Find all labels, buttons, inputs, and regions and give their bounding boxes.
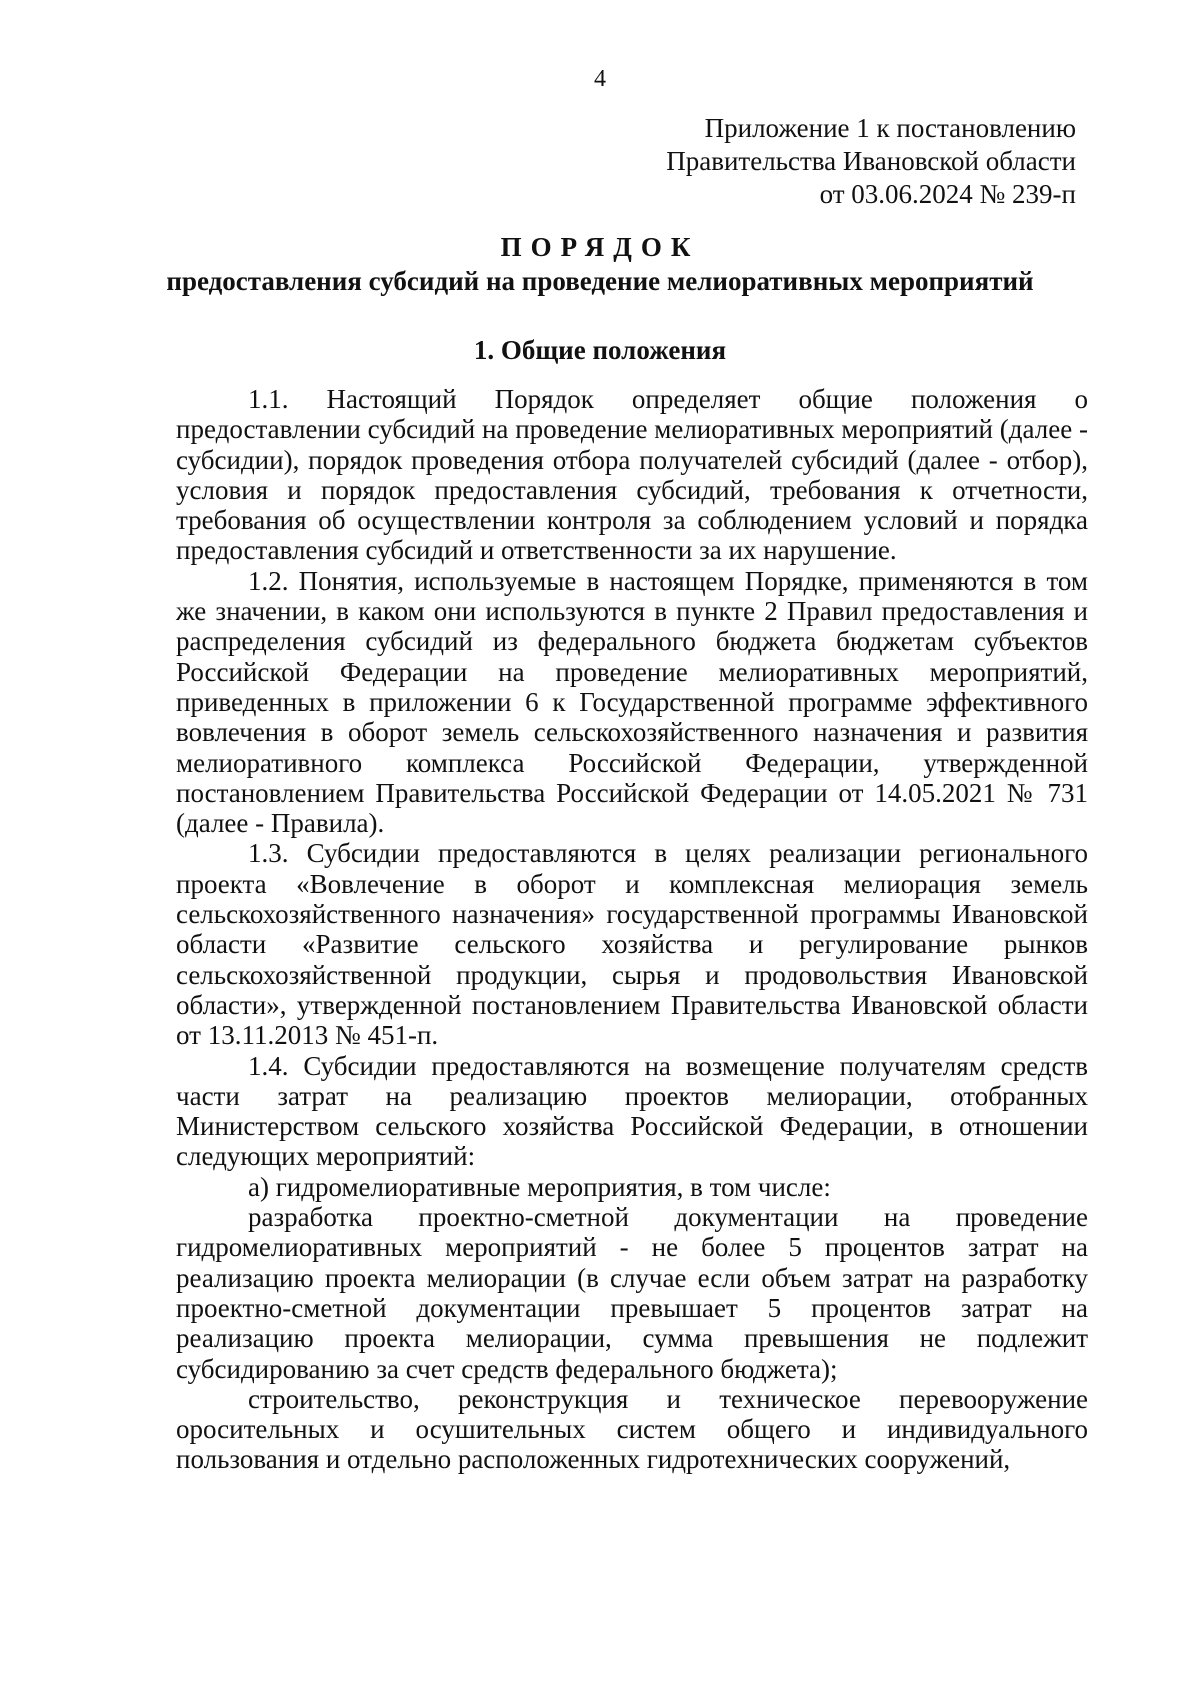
paragraph: 1.2. Понятия, используемые в настоящем Порядке, применяются в том же значении, в каком они используются в пункте 2 Правил предоставления и распределения субсидий из федерального бюджета бюджетам субъектов Российской Федерации на проведение мелиоративных мероприятий, приведенных в приложении 6 к Государственной программе эффективного вовлечения в оборот земель сельскохозяйственного назначения и развития мелиоративного комплекса Российской Федерации, утвержденной постановлением Правительства Российской Федерации от 14.05.2021 № 731 (далее - Правила). [176, 565, 1088, 839]
approval-line: от 03.06.2024 № 239-п [819, 179, 1076, 209]
paragraph: строительство, реконструкция и техническое перевооружение оросительных и осушительных систем общего и индивидуального пользования и отдельно расположенных гидротехнических сооружений, [176, 1383, 1088, 1475]
approval-block [666, 112, 1076, 211]
approval-line: Правительства Ивановской области [666, 146, 1076, 176]
section-heading: 1. Общие положения [473, 335, 727, 365]
paragraph: 1.4. Субсидии предоставляются на возмещение получателям средств части затрат на реализацию проектов мелиорации, отобранных Министерством сельского хозяйства Российской Федерации, в отношении следующих мероприятий: [176, 1050, 1088, 1172]
document-title: ПОРЯДОК [500, 232, 700, 262]
paragraph: а) гидромелиоративные мероприятия, в том числе: [248, 1171, 831, 1202]
paragraph: 1.3. Субсидии предоставляются в целях реализации регионального проекта «Вовлечение в оборот и комплексная мелиорация земель сельскохозяйственного назначения» государственной программы Ивановской области «Развитие сельского хозяйства и регулирование рынков сельскохозяйственной продукции, сырья и продовольствия Ивановской области», утвержденной постановлением Правительства Ивановской области от 13.11.2013 № 451-п. [176, 838, 1088, 1051]
document-body [176, 384, 1088, 1475]
paragraph: 1.1. Настоящий Порядок определяет общие положения о предоставлении субсидий на проведение мелиоративных мероприятий (далее - субсидии), порядок проведения отбора получателей субсидий (далее - отбор), условия и порядок предоставления субсидий, требования к отчетности, требования об осуществлении контроля за соблюдением условий и порядка предоставления субсидий и ответственности за их нарушение. [176, 384, 1088, 566]
paragraph: разработка проектно-сметной документации на проведение гидромелиоративных мероприятий - не более 5 процентов затрат на реализацию проекта мелиорации (в случае если объем затрат на разработку проектно-сметной документации превышает 5 процентов затрат на реализацию проекта мелиорации, сумма превышения не подлежит субсидированию за счет средств федерального бюджета); [176, 1202, 1088, 1384]
document-subtitle: предоставления субсидий на проведение мелиоративных мероприятий [166, 266, 1034, 296]
approval-line: Приложение 1 к постановлению [704, 113, 1076, 143]
page-number: 4 [594, 66, 606, 92]
